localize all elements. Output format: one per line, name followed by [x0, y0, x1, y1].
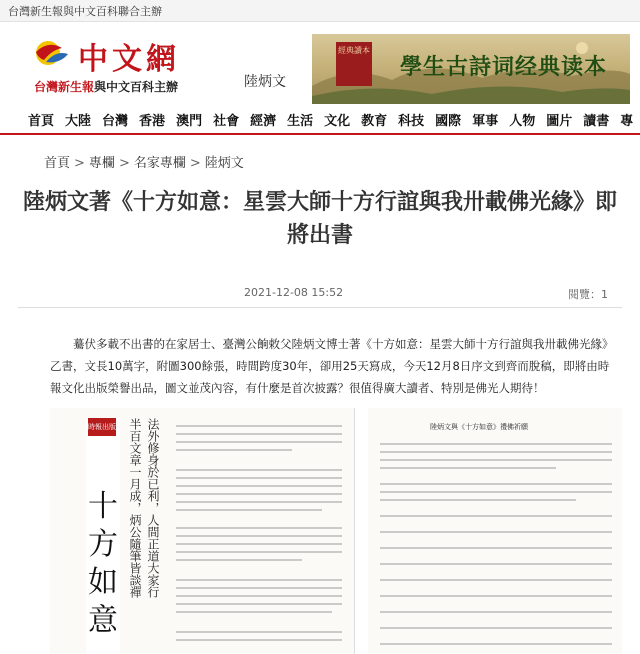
meta-divider [18, 307, 622, 308]
breadcrumb-separator: > [189, 156, 201, 171]
breadcrumb-separator: > [74, 156, 85, 171]
main-nav-items [0, 105, 640, 129]
logo-name: 中文網 [78, 42, 180, 77]
logo-brand: 台灣新生報 [34, 80, 95, 94]
breadcrumb-item[interactable]: 首頁 [44, 156, 71, 171]
nav-item[interactable]: 人物 [509, 114, 536, 129]
nav-item[interactable]: 軍事 [472, 114, 499, 129]
nav-item[interactable]: 首頁 [28, 114, 55, 129]
page-left-text-lines [172, 420, 348, 650]
article-body: 驀伏多載不出書的在家居士、臺灣公餉敕父陸炳文博士著《十方如意：星雲大師十方行誼與我卅載佛光緣》乙書，文長10萬字，附圖300餘張，時間跨度30年，卻用25天寫成，今天12月8日序文到齊而脫稿，即將由時報文化出版榮譽出品，圖文並茂內容，有什麼是首次披露？很值得廣大讀者、特別是佛光人期待！ [50, 337, 614, 395]
book-cover-title: 十方如意 [88, 489, 118, 638]
logo-brand-rest: 與中文百科主辦 [94, 80, 179, 94]
page-right-heading: 陸炳文與《十方如意》禮佛祈願 [430, 423, 528, 431]
breadcrumb [44, 152, 244, 171]
logo-subtitle [34, 78, 178, 95]
column-author-name: 陸炳文 [244, 74, 286, 90]
article-view-count: 閱覽：1 [568, 288, 608, 301]
nav-item[interactable]: 香港 [139, 114, 166, 129]
article-meta [0, 286, 640, 304]
top-banner-bar [0, 0, 640, 22]
nav-item[interactable]: 教育 [361, 114, 388, 129]
breadcrumb-item[interactable]: 陸炳文 [204, 156, 244, 171]
nav-item[interactable]: 讀書 [583, 114, 610, 129]
logo-mark-icon [32, 38, 70, 68]
breadcrumb-separator: > [118, 156, 130, 171]
nav-item[interactable]: 生活 [287, 114, 314, 129]
nav-item[interactable]: 國際 [435, 114, 462, 129]
banner-title: 學生古詩词经典读本 [400, 54, 608, 80]
publisher-badge: 時報出版 [88, 418, 116, 436]
main-nav [0, 105, 640, 135]
ad-banner[interactable] [312, 34, 630, 104]
nav-item[interactable]: 社會 [213, 114, 240, 129]
cover-vertical-text-1: 半百文章一月成，炳公隨筆皆談禪 [128, 418, 142, 598]
nav-item[interactable]: 專 [620, 114, 634, 129]
book-page-right [368, 408, 622, 654]
cover-vertical-text-2: 法外修身於已利，人間正道大家行 [146, 418, 160, 598]
top-banner-text: 台灣新生報與中文百科聯合主辦 [8, 5, 162, 18]
page-right-text-lines [376, 438, 616, 650]
book-page-left [50, 408, 355, 654]
banner-book-cover: 經典讀本 [336, 42, 372, 86]
article-title: 陸炳文著《十方如意：星雲大師十方行誼與我卅載佛光緣》即將出書 [22, 190, 617, 248]
breadcrumb-item[interactable]: 名家專欄 [133, 156, 186, 171]
nav-item[interactable]: 大陸 [65, 114, 92, 129]
nav-item[interactable]: 科技 [398, 114, 425, 129]
nav-item[interactable]: 經濟 [250, 114, 277, 129]
nav-item[interactable]: 文化 [324, 114, 351, 129]
site-logo[interactable] [26, 34, 191, 96]
breadcrumb-item[interactable]: 專欄 [88, 156, 115, 171]
nav-item[interactable]: 澳門 [176, 114, 203, 129]
article-date: 2021-12-08 15:52 [244, 286, 344, 299]
article-book-image[interactable] [50, 408, 622, 654]
book-cover-strip [86, 418, 120, 654]
nav-item[interactable]: 圖片 [546, 114, 573, 129]
nav-item[interactable]: 台灣 [102, 114, 129, 129]
